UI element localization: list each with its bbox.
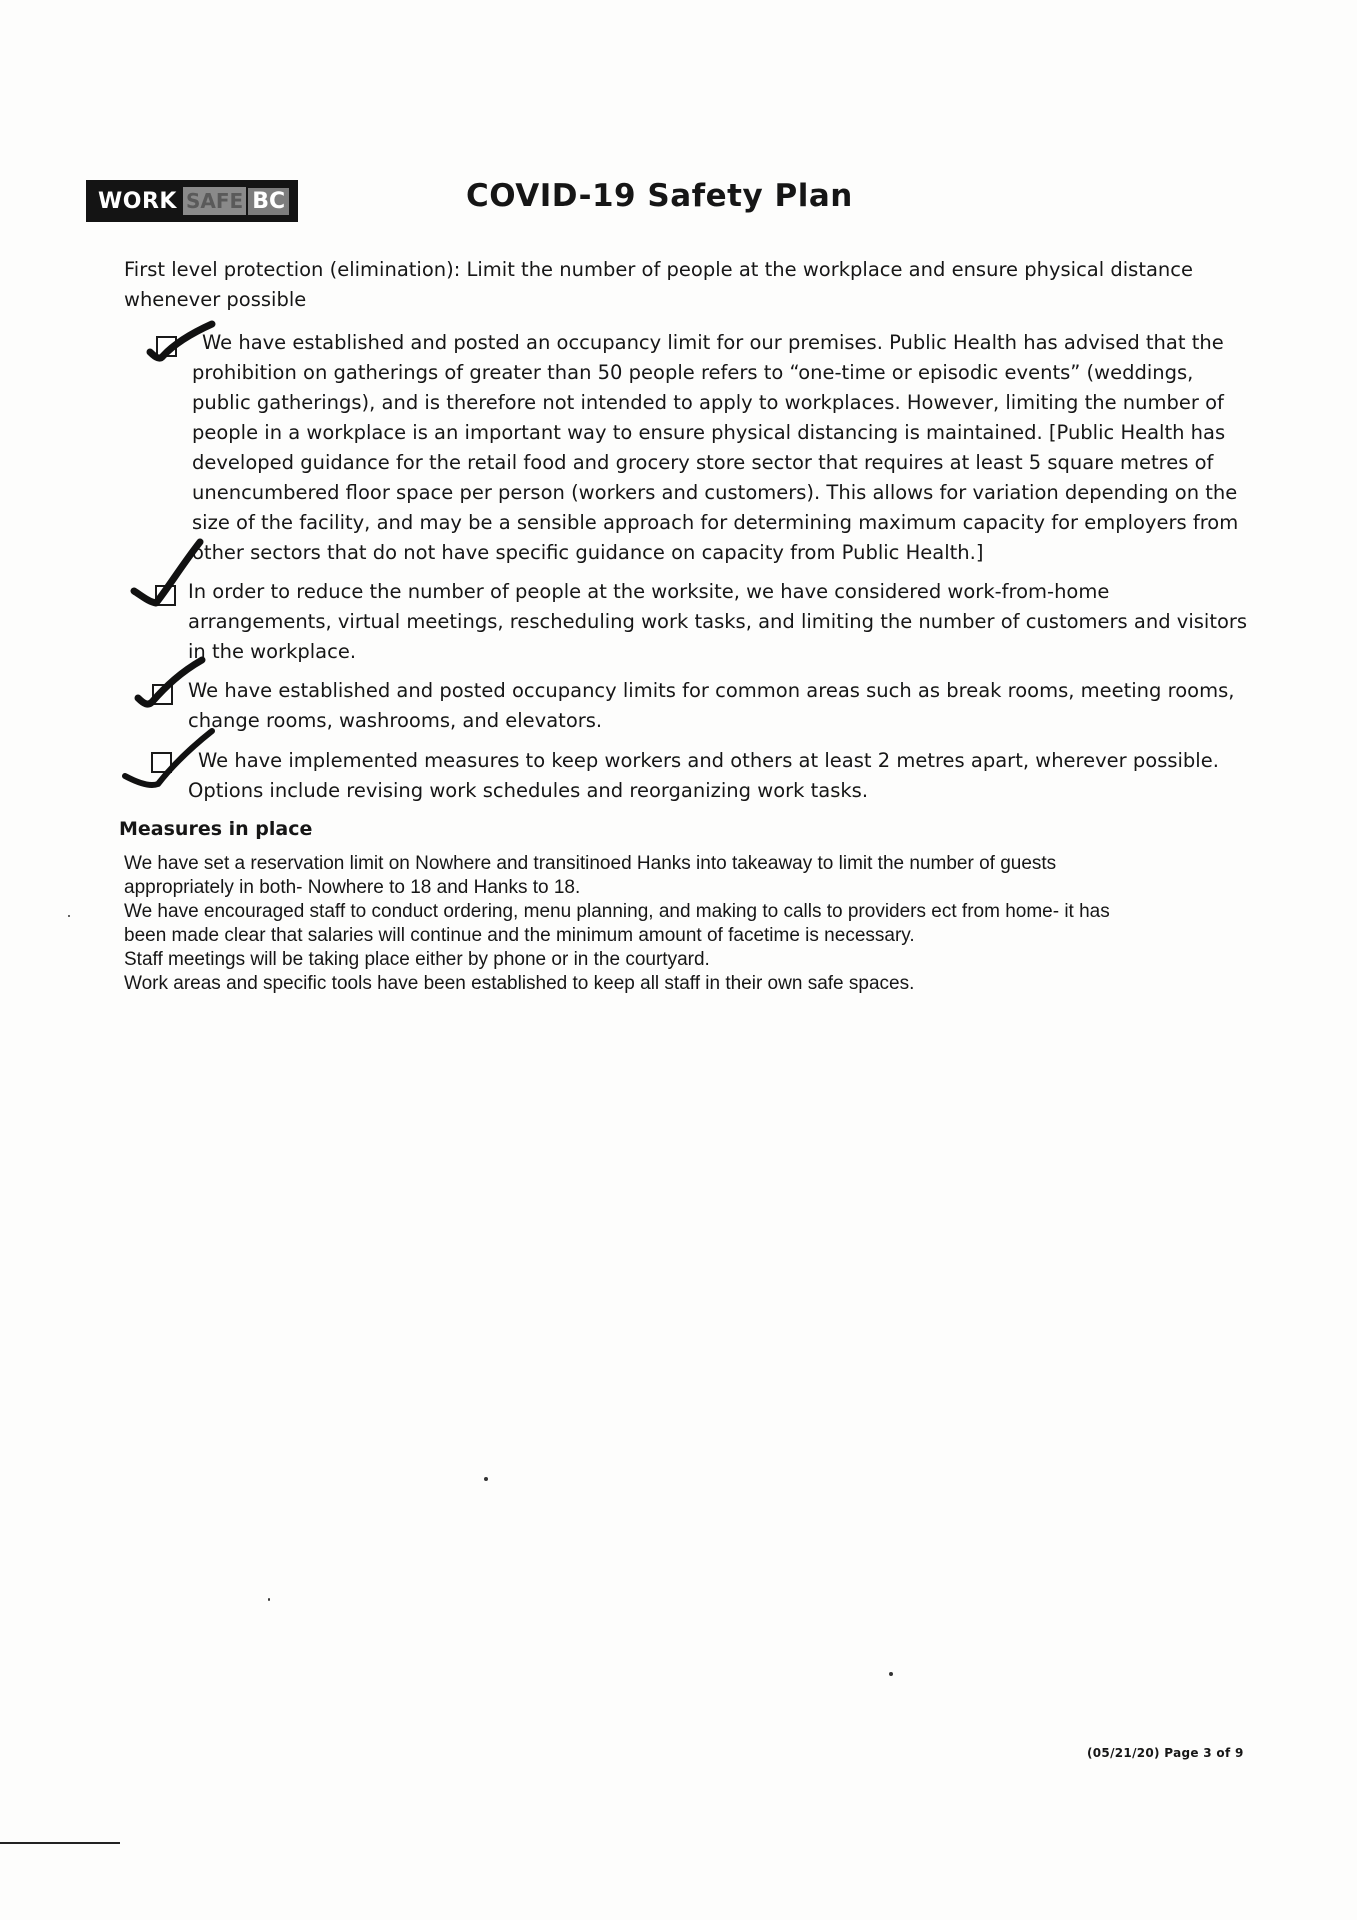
checklist-line: size of the facility, and may be a sensible approach for determining maximum capacity for employers from (192, 511, 1239, 534)
logo-bc-text: BC (248, 188, 289, 215)
checklist-line: in the workplace. (188, 640, 357, 663)
checklist-item-occupancy-limit (192, 328, 1254, 568)
measures-line: Work areas and specific tools have been established to keep all staff in their own safe spaces. (124, 973, 915, 994)
checklist-line: prohibition on gatherings of greater than 50 people refers to “one-time or episodic events” (weddings, (192, 361, 1194, 384)
checklist-line: other sectors that do not have specific guidance on capacity from Public Health.] (192, 541, 984, 564)
worksafebc-logo (86, 180, 298, 222)
measures-line: We have encouraged staff to conduct ordering, menu planning, and making to calls to providers ect from home- it has (124, 901, 1110, 922)
checkbox-occupancy-limit[interactable] (156, 336, 177, 357)
checklist-item-common-areas (188, 676, 1268, 736)
checklist-line: We have established and posted an occupancy limit for our premises. Public Health has advised that the (202, 331, 1224, 354)
checklist-item-distancing (188, 746, 1254, 806)
checklist-line: Options include revising work schedules and reorganizing work tasks. (188, 779, 869, 802)
measures-line: been made clear that salaries will continue and the minimum amount of facetime is necessary. (124, 925, 915, 946)
scan-speck (68, 915, 70, 917)
checklist-item-reduce-people (188, 577, 1254, 667)
checklist-line: public gatherings), and is therefore not intended to apply to workplaces. However, limiting the number of (192, 391, 1224, 414)
scan-speck (484, 1477, 488, 1481)
section-intro: First level protection (elimination): Limit the number of people at the workplace and ensure physical distance whenever possible (124, 258, 1193, 311)
measures-line: We have set a reservation limit on Nowhere and transitinoed Hanks into takeaway to limit the number of guests (124, 853, 1057, 874)
measures-line: appropriately in both- Nowhere to 18 and Hanks to 18. (124, 877, 581, 898)
measures-heading: Measures in place (119, 818, 313, 840)
measures-text (124, 852, 1254, 996)
scan-edge-line (0, 1842, 120, 1844)
checklist-line: We have established and posted occupancy limits for common areas such as break rooms, meeting rooms, (188, 679, 1235, 702)
logo-work-text: WORK (98, 188, 177, 214)
checklist-line: arrangements, virtual meetings, rescheduling work tasks, and limiting the number of customers and visitors (188, 610, 1248, 633)
checklist-line: unencumbered floor space per person (workers and customers). This allows for variation depending on the (192, 481, 1238, 504)
checklist-line: In order to reduce the number of people at the worksite, we have considered work-from-home (188, 580, 1110, 603)
checkbox-reduce-people[interactable] (155, 585, 176, 606)
checkbox-distancing[interactable] (151, 752, 172, 773)
logo-safe-text: SAFE (183, 187, 246, 215)
checklist-line: developed guidance for the retail food and grocery store sector that requires at least 5 square metres of (192, 451, 1214, 474)
page-footer: (05/21/20) Page 3 of 9 (1087, 1746, 1244, 1760)
checkbox-common-areas[interactable] (152, 684, 173, 705)
checklist-line: We have implemented measures to keep workers and others at least 2 metres apart, wherever possible. (198, 749, 1219, 772)
measures-line: Staff meetings will be taking place either by phone or in the courtyard. (124, 949, 710, 970)
checklist-line: change rooms, washrooms, and elevators. (188, 709, 603, 732)
page-title: COVID-19 Safety Plan (466, 178, 853, 214)
scan-speck (268, 1598, 270, 1601)
checklist-line: people in a workplace is an important way to ensure physical distancing is maintained. [Public Health has (192, 421, 1226, 444)
scan-speck (889, 1672, 893, 1676)
